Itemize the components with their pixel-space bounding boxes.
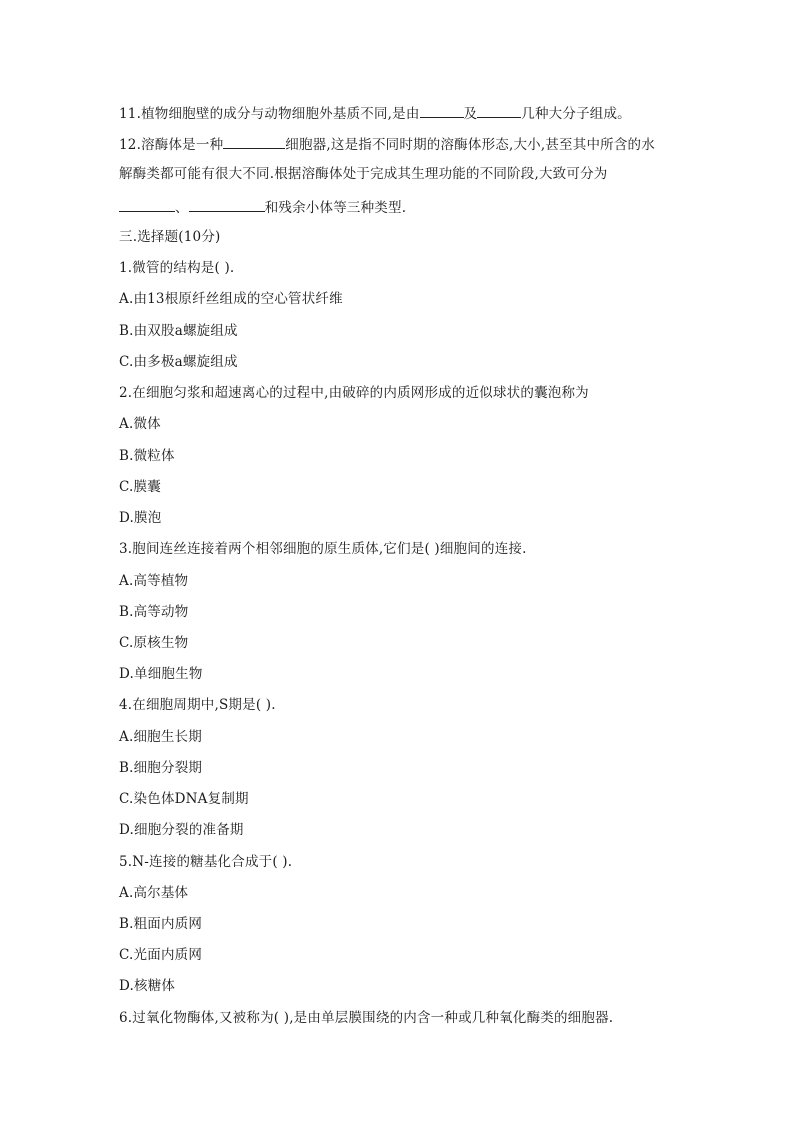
q5-option-d: D.核糖体 [119, 978, 176, 994]
q5-stem: 5.N-连接的糖基化合成于( ). [119, 854, 293, 870]
q12-line3-after: 和残余小体等三种类型. [264, 200, 407, 216]
q1-option-c: C.由多极a螺旋组成 [119, 354, 238, 370]
q12-blank-1 [223, 134, 285, 149]
q3-option-d: D.单细胞生物 [119, 666, 203, 682]
question-12-line-3 [119, 197, 406, 217]
q11-text-mid: 及 [463, 106, 478, 122]
q2-stem: 2.在细胞匀浆和超速离心的过程中,由破碎的内质网形成的近似球状的囊泡称为 [119, 385, 589, 401]
q2-option-d: D.膜泡 [119, 510, 162, 526]
question-12-line-1 [119, 134, 655, 154]
q6-stem: 6.过氧化物酶体,又被称为( ),是由单层膜围绕的内含一种或几种氧化酶类的细胞器. [119, 1010, 614, 1026]
q12-text-before: 12.溶酶体是一种 [119, 137, 224, 153]
q4-stem: 4.在细胞周期中,S期是( ). [119, 697, 276, 713]
q5-option-c: C.光面内质网 [119, 947, 203, 963]
q11-blank-2 [477, 103, 521, 118]
q4-option-a: A.细胞生长期 [119, 729, 202, 745]
q2-option-a: A.微体 [119, 416, 161, 432]
q4-option-c: C.染色体DNA复制期 [119, 791, 249, 807]
q3-option-a: A.高等植物 [119, 573, 189, 589]
section-title: 三.选择题(10分) [119, 229, 221, 245]
q12-separator: 、 [175, 200, 189, 216]
q3-option-b: B.高等动物 [119, 604, 189, 620]
q4-option-b: B.细胞分裂期 [119, 760, 203, 776]
q2-option-b: B.微粒体 [119, 448, 175, 464]
question-11 [119, 103, 631, 123]
q4-option-d: D.细胞分裂的准备期 [119, 822, 244, 838]
q12-blank-3 [189, 197, 265, 212]
q12-text-after: 细胞器,这是指不同时期的溶酶体形态,大小,甚至其中所含的水 [285, 137, 655, 153]
q12-blank-2 [119, 197, 175, 212]
q2-option-c: C.膜囊 [119, 479, 161, 495]
q1-option-b: B.由双股a螺旋组成 [119, 323, 238, 339]
q11-text-after: 几种大分子组成。 [521, 106, 631, 122]
q3-stem: 3.胞间连丝连接着两个相邻细胞的原生质体,它们是( )细胞间的连接. [119, 541, 527, 557]
q1-option-a: A.由13根原纤丝组成的空心管状纤维 [119, 291, 343, 307]
q11-blank-1 [420, 103, 464, 118]
q3-option-c: C.原核生物 [119, 635, 189, 651]
q5-option-a: A.高尔基体 [119, 885, 189, 901]
q1-stem: 1.微管的结构是( ). [119, 260, 235, 276]
q5-option-b: B.粗面内质网 [119, 916, 203, 932]
q11-text-before: 11.植物细胞壁的成分与动物细胞外基质不同,是由 [119, 106, 420, 122]
question-12-line-2: 解酶类都可能有很大不同.根据溶酶体处于完成其生理功能的不同阶段,大致可分为 [119, 166, 608, 182]
